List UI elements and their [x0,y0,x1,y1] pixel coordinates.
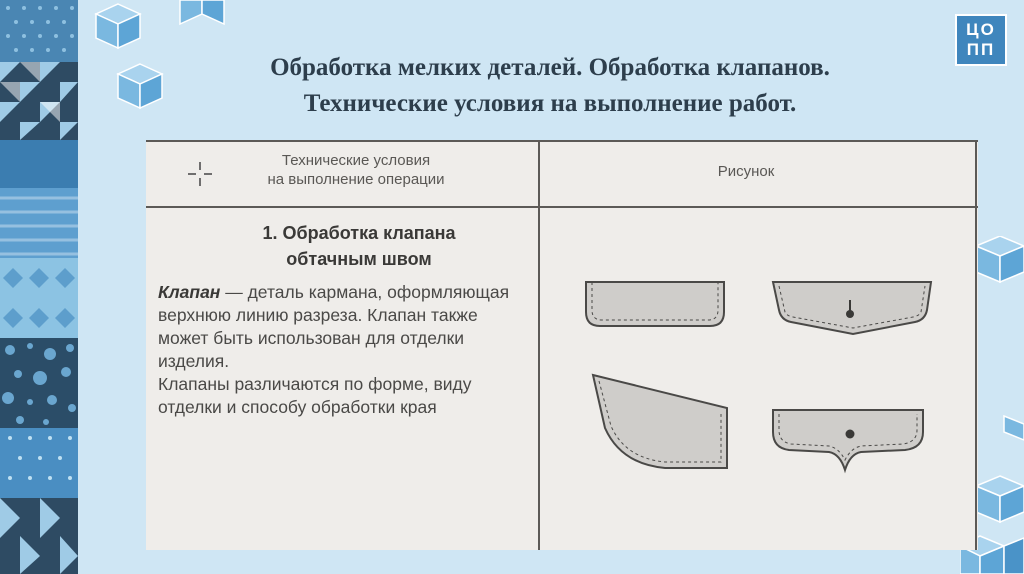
flap-slanted [593,375,727,468]
strip-band-dots [0,0,78,62]
strip-band-triangles-2 [0,498,78,574]
organization-logo [955,14,1007,66]
section-title-line-1: 1. Обработка клапана [262,223,456,243]
operation-description [158,281,528,419]
table-border-top [146,140,978,142]
slide-title [140,50,960,122]
strip-band-dots-2 [0,428,78,498]
button-dot-icon [846,430,855,439]
scanned-table [146,140,978,550]
column-header-conditions-line-2: на выполнение операции [267,171,445,188]
flap-pointed [773,282,931,334]
title-line-2: Технические условия на выполнение работ. [303,90,797,117]
table-column-divider [538,140,540,550]
flap-curved-tip [773,410,923,470]
definition-text: — деталь кармана, оформляющая верхнюю линию разреза. Клапан также может быть использован для отделки изделия. [158,282,510,371]
column-header-figure: Рисунок [717,163,775,180]
note-paragraph: Клапаны различаются по форме, виду отделки и способу обработки края [158,374,472,417]
table-border-right [975,140,977,550]
left-decorative-strip [0,0,78,574]
flap-shapes-figure [541,268,971,488]
section-title [194,220,524,272]
buttonhole-mark [849,300,851,314]
strip-band-diamonds [0,258,78,338]
section-title-line-2: обтачным швом [286,249,432,269]
definition-paragraph [158,281,528,373]
table-header-divider [146,206,978,208]
strip-band-bubbles [0,338,78,428]
logo-text: ЦО ПП [966,20,996,59]
column-header-conditions [206,151,506,189]
column-header-conditions-line-1: Технические условия [281,152,431,169]
strip-band-triangles [0,62,78,140]
strip-band-plain [0,140,78,188]
flap-rounded-rectangle [586,282,724,326]
definition-term: Клапан [158,282,221,302]
title-line-1: Обработка мелких деталей. Обработка клапанов. [270,54,830,81]
strip-band-stripes [0,188,78,258]
